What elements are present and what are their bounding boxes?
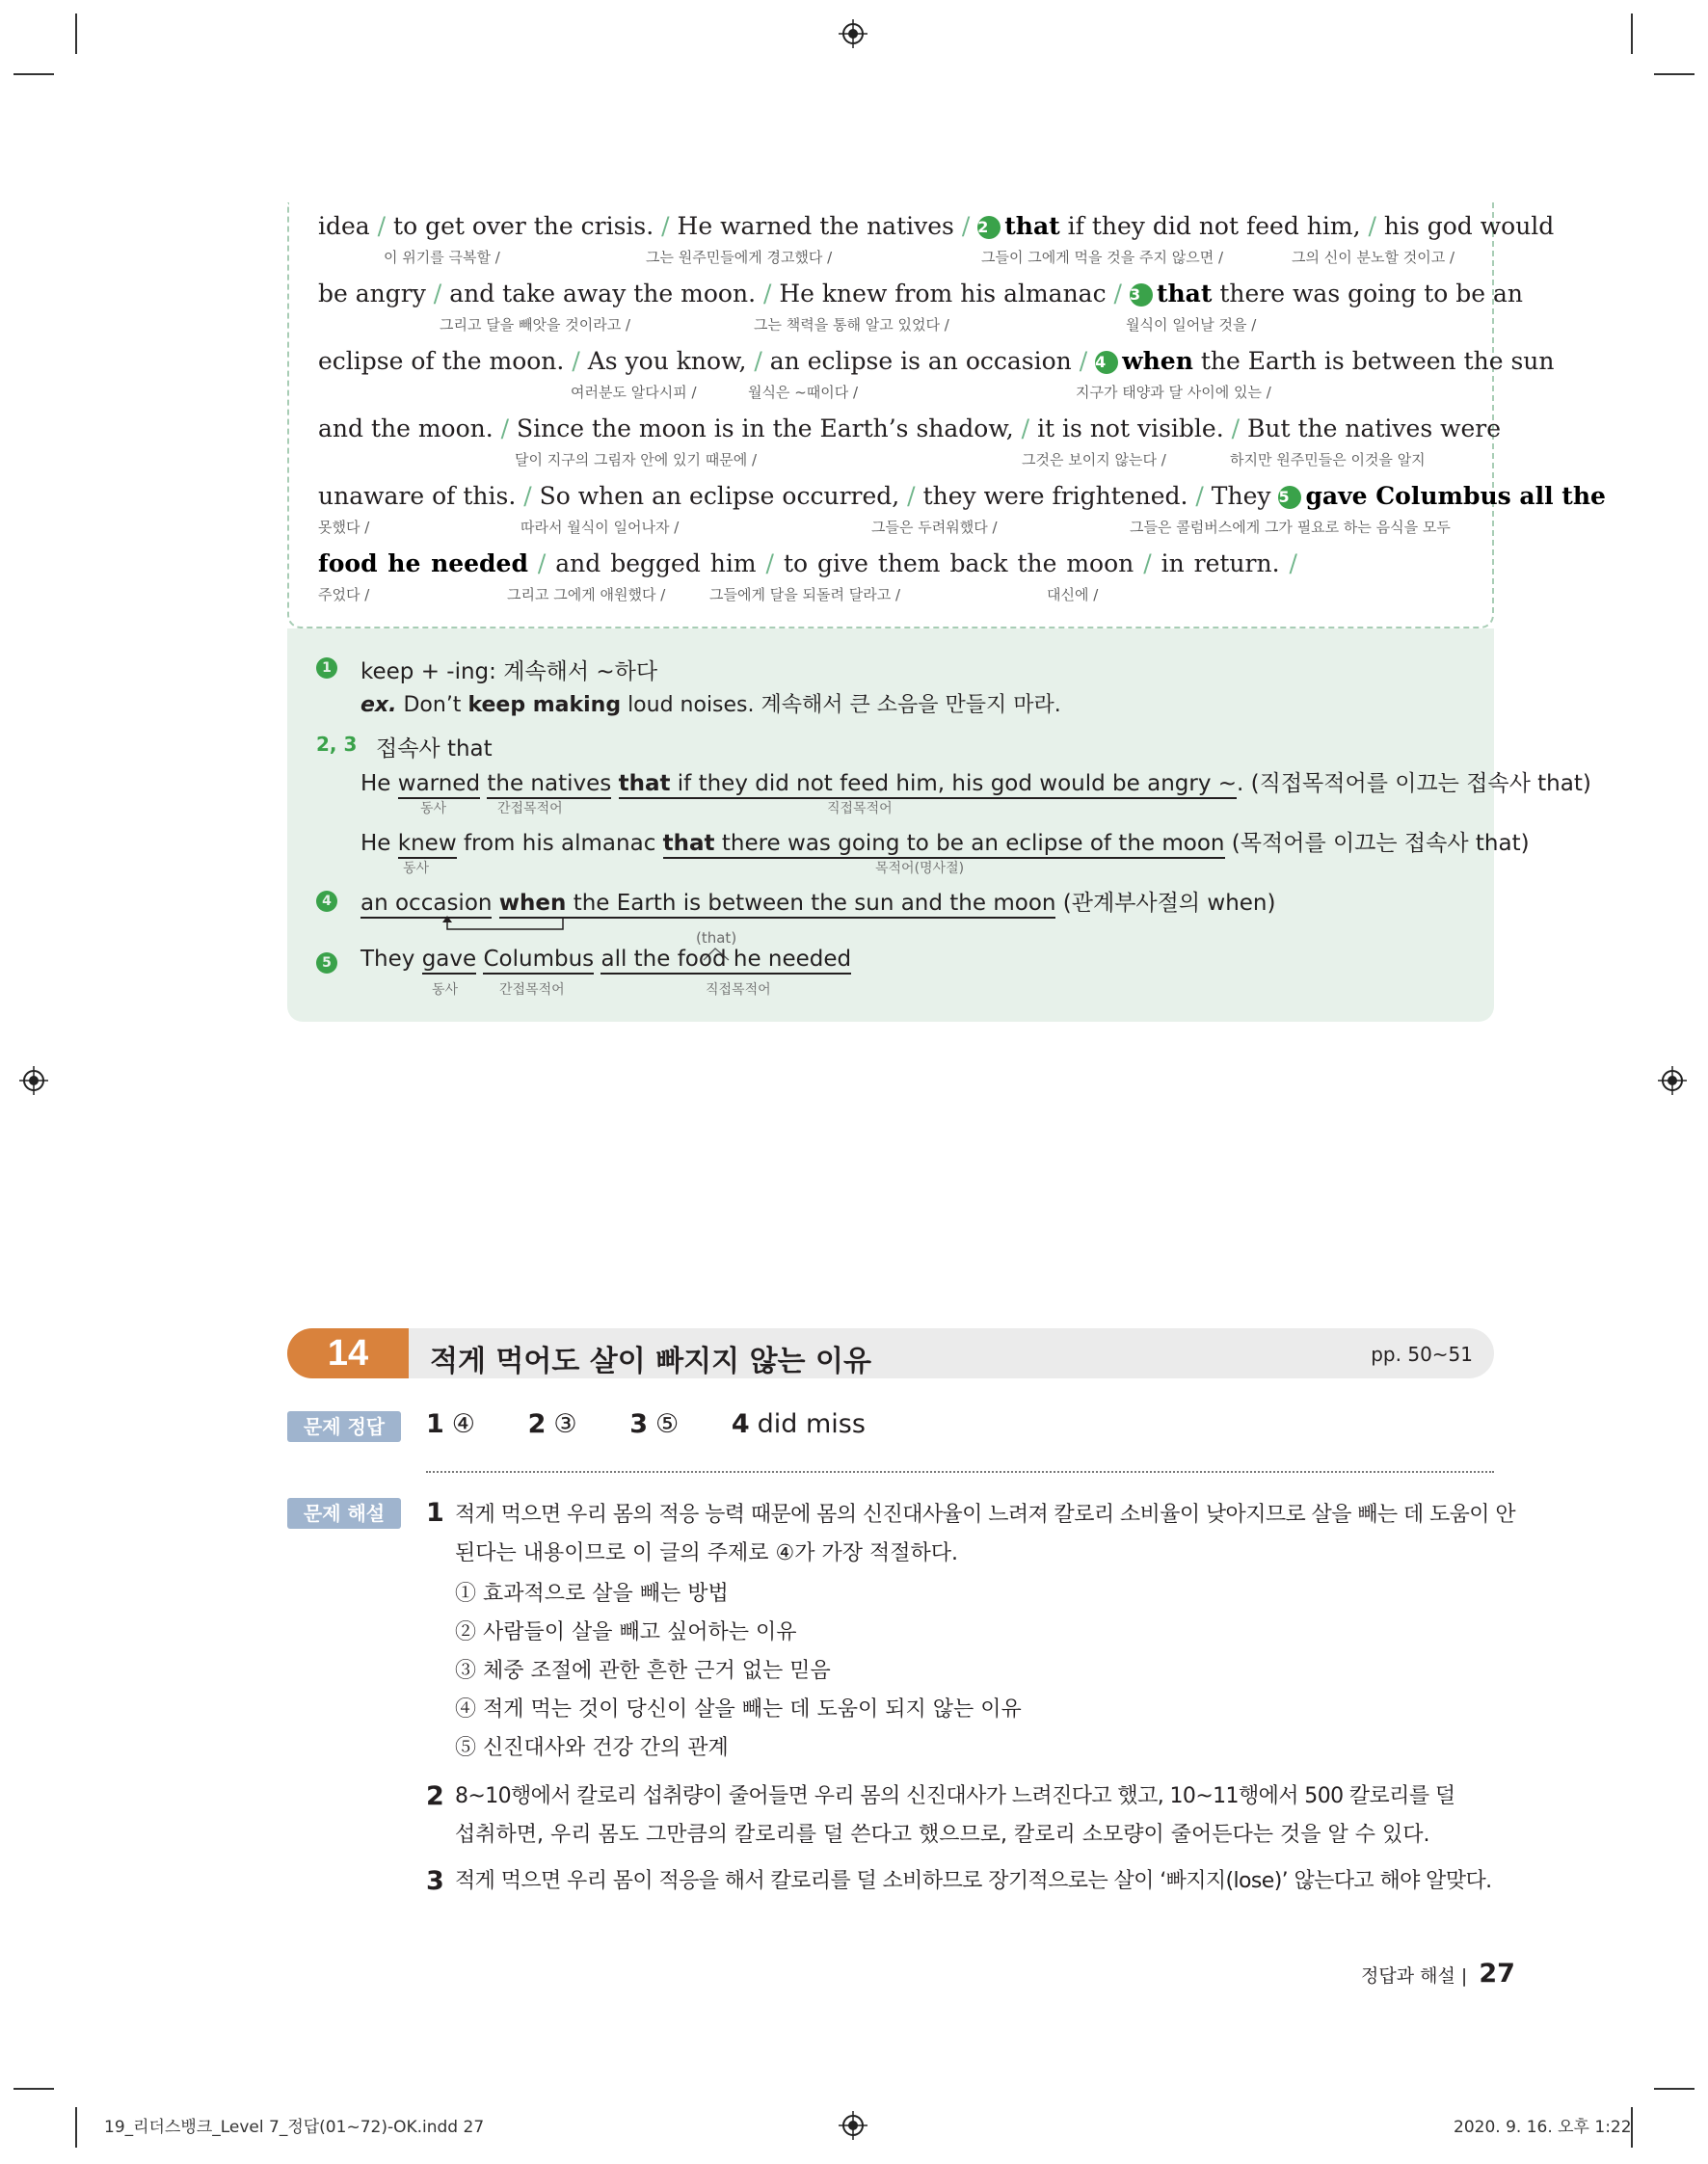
- korean-gloss: 그것은 보이지 않는다 /: [1022, 451, 1166, 468]
- option-item: ③ 체중 조절에 관한 흔한 근거 없는 믿음: [455, 1659, 831, 1683]
- korean-gloss: 그리고 달을 빼앗을 것이라고 /: [440, 316, 631, 334]
- crop-mark: [13, 2088, 54, 2090]
- crop-mark: [75, 13, 77, 54]
- note-number: 4: [316, 889, 337, 912]
- korean-gloss: 지구가 태양과 달 사이에 있는 /: [1076, 384, 1271, 401]
- note-title: keep + -ing: 계속해서 ~하다: [360, 659, 658, 684]
- note-title: 접속사 that: [376, 736, 493, 761]
- korean-gloss: 그들은 콜럼버스에게 그가 필요로 하는 음식을 모두: [1130, 519, 1451, 536]
- korean-gloss: 그들은 두려워했다 /: [871, 519, 998, 536]
- example-sentence: He warned the natives that if they did not feed him, his god would be angry ~. (직접목적어를 이끄는 접속사 that): [360, 765, 1591, 797]
- grammar-label: 목적어(명사절): [875, 861, 965, 876]
- example-sentence: He knew from his almanac that there was going to be an eclipse of the moon (목적어를 이끄는 접속사 that): [360, 825, 1530, 857]
- section-header: [287, 1328, 1494, 1378]
- reading-passage-box: [287, 202, 1606, 628]
- korean-gloss: 대신에 /: [1047, 586, 1099, 603]
- grammar-label: 동사: [403, 861, 430, 876]
- page-number: 27: [1479, 1959, 1515, 1989]
- note-example: ex. Don’t keep making loud noises. 계속해서 큰 소음을 만들지 마라.: [360, 693, 1061, 717]
- section-number: 14: [287, 1328, 409, 1378]
- example-sentence: They gave Columbus all the food he needed: [360, 947, 851, 972]
- grammar-label: 동사: [432, 982, 459, 998]
- grammar-label: 동사: [420, 801, 447, 816]
- korean-gloss: 그들에게 달을 되돌려 달라고 /: [709, 586, 901, 603]
- option-item: ④ 적게 먹는 것이 당신이 살을 빼는 데 도움이 되지 않는 이유: [455, 1697, 1022, 1722]
- question-number: 3: [426, 1866, 444, 1896]
- answer-list: 1 ④ 2 ③ 3 ⑤ 4 did miss: [426, 1409, 866, 1439]
- korean-gloss: 그는 책력을 통해 알고 있었다 /: [754, 316, 949, 334]
- option-item: ② 사람들이 살을 빼고 싶어하는 이유: [455, 1620, 797, 1644]
- english-text: idea / to get over the crisis. / He warned the natives / 2 that if they did not feed him, / his god would: [318, 212, 1555, 240]
- print-slug-date: 2020. 9. 16. 오후 1:22: [1454, 2118, 1632, 2137]
- crop-mark: [1654, 73, 1695, 75]
- registration-mark-icon: [839, 19, 867, 48]
- korean-gloss: 이 위기를 극복할 /: [384, 249, 500, 266]
- korean-gloss: 그는 원주민들에게 경고했다 /: [646, 249, 833, 266]
- crop-mark: [1654, 2088, 1695, 2090]
- note-number: 2, 3: [316, 733, 358, 756]
- registration-mark-icon: [839, 2111, 867, 2140]
- explanation-text: 8~10행에서 칼로리 섭취량이 줄어들면 우리 몸의 신진대사가 느려진다고 했고, 10~11행에서 500 칼로리를 덜 섭취하면, 우리 몸도 그만큼의 칼로리를 덜 쓴다고 했으므로, 칼로리 소모량이 줄어든다는 것을 알 수 있다.: [455, 1784, 1455, 1847]
- korean-gloss: 그의 신이 분노할 것이고 /: [1292, 249, 1455, 266]
- english-text: food he needed / and begged him / to give them back the moon / in return. /: [318, 549, 1297, 577]
- passage-line: [318, 212, 1555, 278]
- explanations-label: 문제 해설: [287, 1498, 401, 1529]
- crop-mark: [13, 73, 54, 75]
- korean-gloss: 따라서 월식이 일어나자 /: [520, 519, 680, 536]
- korean-gloss: 월식은 ~때이다 /: [748, 384, 859, 401]
- registration-mark-icon: [1658, 1066, 1687, 1095]
- footer-label: 정답과 해설: [1361, 1965, 1455, 1987]
- korean-gloss: 달이 지구의 그림자 안에 있기 때문에 /: [515, 451, 758, 468]
- passage-line: [318, 347, 1555, 413]
- section-pages: pp. 50~51: [1371, 1343, 1473, 1366]
- passage-line: [318, 549, 1467, 615]
- option-item: ⑤ 신진대사와 건강 간의 관계: [455, 1736, 729, 1760]
- korean-gloss: 그리고 그에게 애원했다 /: [507, 586, 666, 603]
- grammar-label: 직접목적어: [706, 982, 771, 998]
- passage-line: [318, 280, 1523, 345]
- circled-number-2: 2: [977, 216, 1001, 239]
- page-footer: [1361, 1959, 1515, 1989]
- dotted-divider: [426, 1471, 1494, 1473]
- explanation-text: 적게 먹으면 우리 몸이 적응을 해서 칼로리를 덜 소비하므로 장기적으로는 살이 ‘빠지지(lose)’ 않는다고 해야 알맞다.: [455, 1869, 1492, 1893]
- footer-divider: |: [1460, 1965, 1468, 1987]
- antecedent-arrow-icon: [441, 916, 567, 941]
- english-text: and the moon. / Since the moon is in the Earth’s shadow, / it is not visible. / But the natives were: [318, 414, 1502, 442]
- circled-number-4: 4: [1095, 351, 1118, 374]
- circled-number-3: 3: [1130, 283, 1153, 307]
- answers-label: 문제 정답: [287, 1411, 401, 1442]
- korean-gloss: 주었다 /: [318, 586, 370, 603]
- korean-gloss: 하지만 원주민들은 이것을 알지: [1230, 451, 1426, 468]
- note-number: 1: [316, 655, 337, 679]
- note-number: 5: [316, 950, 337, 974]
- passage-line: [318, 414, 1502, 480]
- korean-gloss: 그들이 그에게 먹을 것을 주지 않으면 /: [981, 249, 1224, 266]
- question-number: 1: [426, 1498, 444, 1528]
- crop-mark: [1631, 13, 1633, 54]
- circled-number-5: 5: [1278, 486, 1301, 509]
- korean-gloss: 월식이 일어날 것을 /: [1126, 316, 1257, 334]
- english-text: eclipse of the moon. / As you know, / an eclipse is an occasion / 4 when the Earth is between the sun: [318, 347, 1555, 375]
- korean-gloss: 여러분도 알다시피 /: [571, 384, 697, 401]
- option-item: ① 효과적으로 살을 빼는 방법: [455, 1582, 729, 1606]
- section-title: 적게 먹어도 살이 빠지지 않는 이유: [430, 1345, 871, 1378]
- print-slug-file: 19_리더스뱅크_Level 7_정답(01~72)-OK.indd 27: [104, 2118, 485, 2137]
- registration-mark-icon: [19, 1066, 48, 1095]
- grammar-notes-box: [287, 628, 1591, 1022]
- example-sentence: an occasion when the Earth is between the sun and the moon (관계부사절의 when): [360, 885, 1275, 917]
- crop-mark: [75, 2107, 77, 2148]
- grammar-label: 간접목적어: [497, 801, 563, 816]
- question-number: 2: [426, 1781, 444, 1811]
- explanation-text: 적게 먹으면 우리 몸의 적응 능력 때문에 몸의 신진대사율이 느려져 칼로리 소비율이 낮아지므로 살을 빼는 데 도움이 안 된다는 내용이므로 이 글의 주제로 ④가 가장 적절하다.: [455, 1503, 1515, 1565]
- korean-gloss: 못했다 /: [318, 519, 370, 536]
- omitted-that-note: (that): [696, 929, 737, 947]
- english-text: be angry / and take away the moon. / He knew from his almanac / 3 that there was going to be an: [318, 280, 1523, 307]
- passage-line: [318, 482, 1606, 548]
- grammar-label: 직접목적어: [827, 801, 893, 816]
- grammar-label: 간접목적어: [499, 982, 565, 998]
- english-text: unaware of this. / So when an eclipse occurred, / they were frightened. / They 5 gave Columbus all the: [318, 482, 1606, 510]
